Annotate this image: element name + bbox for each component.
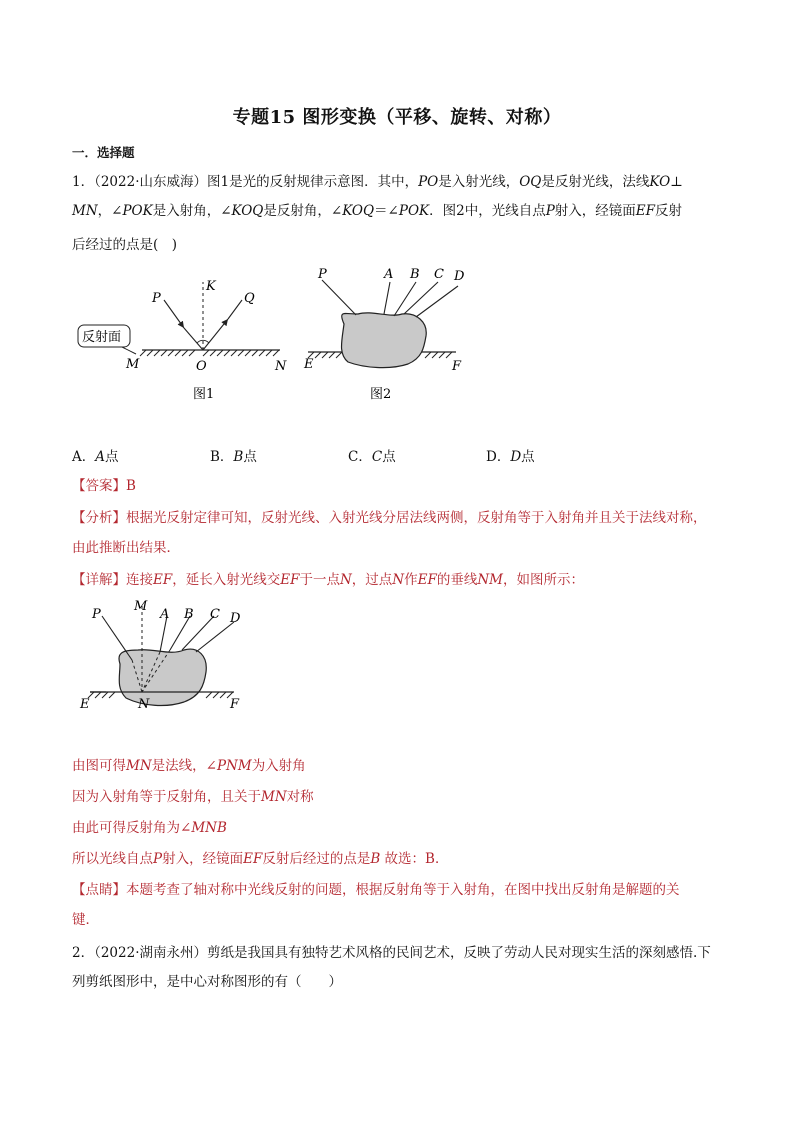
option-a[interactable]: A．A点	[72, 449, 119, 465]
fig2-label-C: C	[434, 267, 444, 282]
q2-line1: 2．（2022·湖南永州）剪纸是我国具有独特艺术风格的民间艺术，反映了劳动人民对现实生活的深刻感悟.下	[72, 945, 711, 961]
mirror-hatching	[140, 350, 279, 356]
fig1-label-P: P	[152, 291, 161, 306]
reflected-ray	[203, 319, 228, 350]
detail-line: 【详解】连接EF，延长入射光线交EF于一点N，过点N作EF的垂线NM，如图所示：	[72, 572, 584, 588]
fig3-label-B: B	[184, 607, 194, 622]
q1-line2: MN，∠POK是入射角，∠KOQ是反射角，∠KOQ＝∠POK．图2中，光线自点P射入，经镜面EF反射	[72, 203, 683, 219]
fig2-line-D	[416, 286, 458, 317]
fig1-caption: 图1	[193, 387, 215, 402]
fig2-label-E: E	[304, 357, 314, 372]
fig1-label-K: K	[206, 279, 216, 294]
solution-line1: 由图可得MN是法线，∠PNM为入射角	[72, 758, 306, 774]
q1-line3: 后经过的点是( )	[72, 237, 178, 253]
fig3-line-D	[196, 622, 234, 652]
solution-line3: 由此可得反射角为∠MNB	[72, 820, 227, 836]
answer-line: 【答案】B	[72, 478, 136, 494]
mirror-label-pointer	[122, 347, 136, 354]
fig1-label-Q: Q	[244, 291, 255, 306]
fig3-line-P	[102, 616, 132, 660]
comment-line1: 【点睛】本题考查了轴对称中光线反射的问题，根据反射角等于入射角，在图中找出反射角是解题的关	[72, 882, 680, 898]
incident-ray-end	[184, 328, 203, 350]
option-d[interactable]: D．D点	[486, 449, 535, 465]
fig1-label-N: N	[275, 359, 287, 374]
fig1-label-M: M	[126, 357, 140, 372]
fig2-label-F: F	[452, 359, 462, 374]
fig3-label-P: P	[92, 607, 101, 622]
incident-ray	[164, 300, 184, 328]
fig2-line-P	[322, 280, 356, 315]
q1-line1: 1．（2022·山东威海）图1是光的反射规律示意图．其中，PO是入射光线，OQ是反射光线，法线KO⊥	[72, 174, 683, 190]
fig2-rock	[342, 313, 427, 368]
fig3-label-M: M	[134, 599, 148, 614]
mirror-label: 反射面	[82, 330, 122, 345]
fig3-label-C: C	[210, 607, 220, 622]
fig2-caption: 图2	[370, 387, 392, 402]
fig2-line-B	[394, 282, 416, 316]
fig2-label-P: P	[318, 267, 327, 282]
figure-3	[72, 592, 272, 722]
analysis-line1: 【分析】根据光反射定律可知，反射光线、入射光线分居法线两侧，反射角等于入射角并且关于法线对称，	[72, 510, 707, 526]
fig2-label-D: D	[454, 269, 465, 284]
fig3-label-D: D	[230, 611, 241, 626]
figure-2	[298, 262, 488, 408]
fig1-label-O: O	[196, 359, 207, 374]
fig2-line-C	[404, 282, 438, 314]
solution-line2: 因为入射角等于反射角，且关于MN对称	[72, 789, 314, 805]
option-b[interactable]: B．B点	[210, 449, 257, 465]
fig2-label-A: A	[384, 267, 394, 282]
reflected-ray-end	[228, 300, 242, 319]
q2-line2: 列剪纸图形中，是中心对称图形的有（ ）	[72, 974, 342, 990]
page-title: 专题15 图形变换（平移、旋转、对称）	[232, 107, 562, 128]
comment-line2: 键．	[72, 912, 99, 928]
fig3-label-A: A	[160, 607, 170, 622]
fig3-rock	[119, 649, 206, 705]
fig2-label-B: B	[410, 267, 420, 282]
figure-1	[70, 268, 300, 408]
fig3-label-F: F	[230, 697, 240, 712]
section-heading: 一．选择题	[72, 145, 135, 160]
option-c[interactable]: C．C点	[348, 449, 396, 465]
fig3-label-N: N	[138, 697, 150, 712]
fig3-label-E: E	[80, 697, 90, 712]
analysis-line2: 由此推断出结果．	[72, 540, 180, 556]
fig2-line-A	[384, 282, 390, 314]
solution-line4: 所以光线自点P射入，经镜面EF反射后经过的点是B 故选：B．	[72, 851, 449, 867]
